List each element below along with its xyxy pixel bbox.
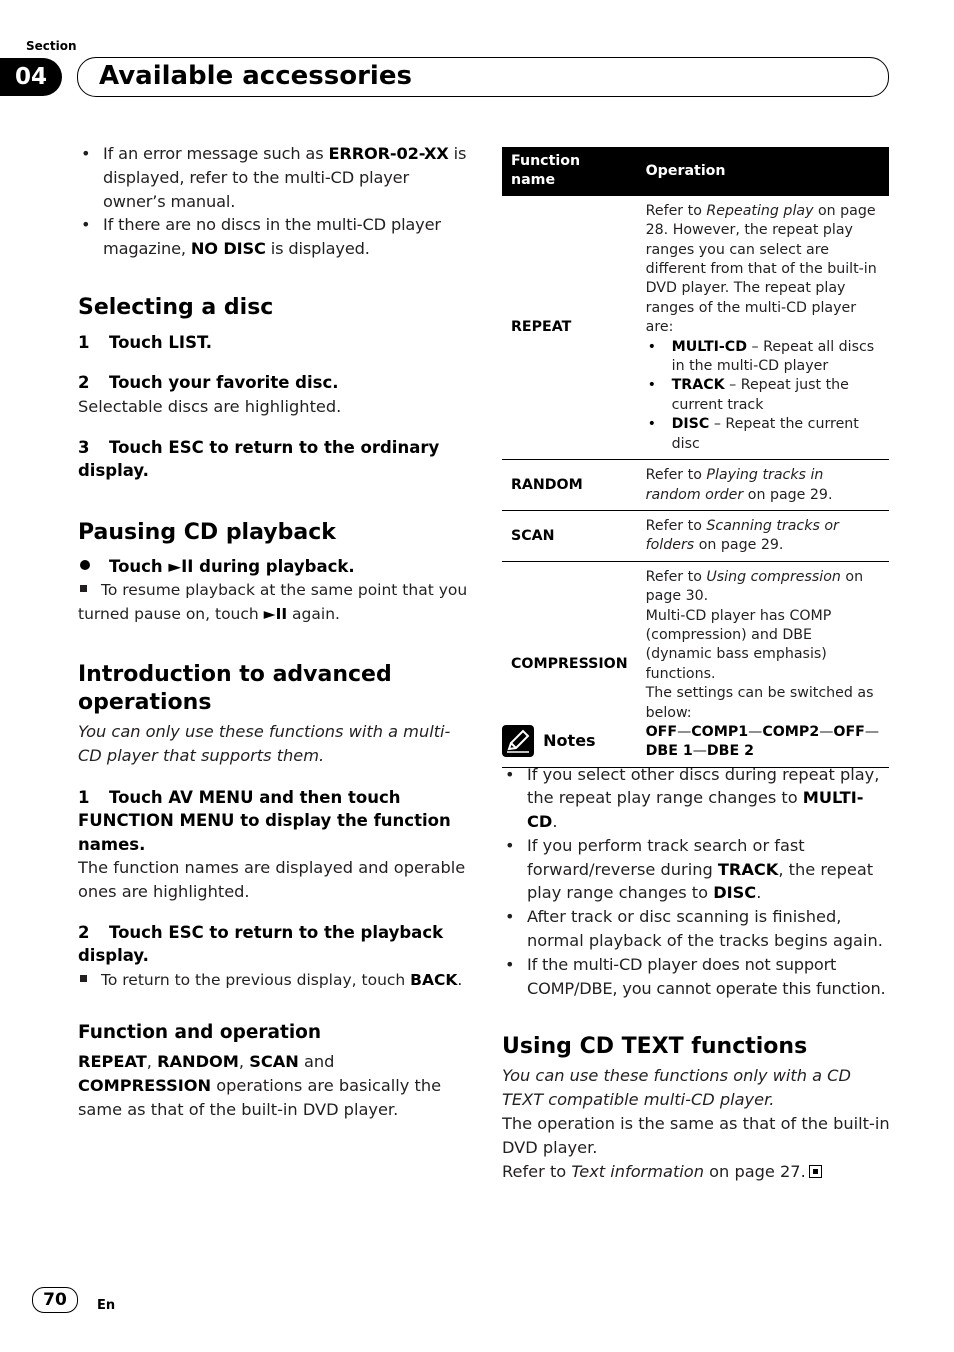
table-row	[502, 510, 889, 561]
selecting-step-3: 3 Touch ESC to return to the ordinary display.	[78, 437, 440, 481]
cd-text-lead: You can use these functions only with a CD TEXT compatible multi-CD player.	[502, 1066, 851, 1110]
selecting-step-1: 1 Touch LIST.	[78, 332, 212, 352]
error-bullet: • If an error message such as ERROR-02-XX is displayed, refer to the multi-CD player owner’s manual.	[78, 142, 468, 213]
operation-cell: Refer to Playing tracks in random order on page 29.	[637, 460, 889, 511]
section-number: 04	[0, 58, 62, 96]
advanced-lead: You can only use these functions with a multi-CD player that supports them.	[78, 722, 451, 766]
page-title: Available accessories	[99, 61, 412, 91]
function-name: REPEAT	[502, 196, 637, 460]
selecting-step-2: 2 Touch your favorite disc.	[78, 373, 339, 393]
cd-text-heading: Using CD TEXT functions	[502, 1034, 808, 1060]
end-mark-icon	[809, 1165, 822, 1178]
function-table	[502, 147, 889, 768]
left-column	[78, 142, 468, 1121]
table-header-function: Function name	[502, 147, 637, 196]
operation-cell: Refer to Using compression on page 30. Multi-CD player has COMP (compression) and DBE (dynamic bass emphasis) functions. The settings can be switched as below: OFF—COMP1—COMP2—OFF— DBE 1—DBE 2	[637, 561, 889, 767]
function-name: RANDOM	[502, 460, 637, 511]
pausing-step: Touch ►II during playback.	[78, 555, 468, 579]
table-row	[502, 460, 889, 511]
advanced-step-2: 2 Touch ESC to return to the playback display.	[78, 922, 444, 966]
function-name: COMPRESSION	[502, 561, 637, 767]
advanced-step-1-body: The function names are displayed and operable ones are highlighted.	[78, 858, 466, 902]
function-name: SCAN	[502, 510, 637, 561]
play-pause-icon: ►II	[168, 556, 194, 576]
advanced-step-1: 1 Touch AV MENU and then touch FUNCTION MENU to display the function names.	[78, 787, 451, 854]
table-row	[502, 196, 889, 460]
advanced-note: To return to the previous display, touch BACK.	[78, 968, 468, 992]
cd-text-body: The operation is the same as that of the built-in DVD player.	[502, 1114, 890, 1157]
note-item: • If you perform track search or fast forward/reverse during TRACK, the repeat play range changes to DISC.	[502, 834, 892, 905]
pausing-note: To resume playback at the same point that you turned pause on, touch ►II again.	[78, 581, 468, 624]
cd-text-refer: Refer to Text information on page 27.	[502, 1160, 892, 1184]
note-item: • After track or disc scanning is finished, normal playback of the tracks begins again.	[502, 905, 892, 953]
page-number: 70	[32, 1287, 78, 1313]
note-square-icon	[80, 585, 87, 592]
step-dot-icon	[80, 560, 90, 570]
note-square-icon	[80, 975, 87, 982]
selecting-step-2-body: Selectable discs are highlighted.	[78, 396, 342, 416]
table-header-operation: Operation	[637, 147, 889, 196]
note-item: • If you select other discs during repeat play, the repeat play range changes to MULTI-CD.	[502, 763, 892, 834]
pencil-note-icon	[502, 725, 534, 757]
function-operation-body: REPEAT, RANDOM, SCAN and COMPRESSION operations are basically the same as that of the built-in DVD player.	[78, 1051, 442, 1119]
operation-cell: Refer to Repeating play on page 28. However, the repeat play ranges you can select are different from that of the built-in DVD player. The repeat play ranges of the multi-CD player are: • MULTI-CD – Repeat all discs in the multi-CD player • TRACK – Repeat just the current track • DISC – Repeat the current disc	[637, 196, 889, 460]
notes-label: Notes	[543, 730, 596, 750]
section-label: Section	[26, 39, 77, 53]
selecting-disc-heading: Selecting a disc	[78, 294, 274, 320]
operation-cell: Refer to Scanning tracks or folders on page 29.	[637, 510, 889, 561]
notes-section	[502, 724, 892, 1183]
table-header-row	[502, 147, 889, 196]
play-pause-icon: ►II	[263, 605, 288, 624]
note-item: • If the multi-CD player does not support COMP/DBE, you cannot operate this function.	[502, 953, 892, 1001]
function-operation-heading: Function and operation	[78, 1021, 322, 1043]
advanced-heading: Introduction to advanced operations	[78, 662, 392, 716]
language-label: En	[97, 1298, 116, 1313]
no-disc-bullet: • If there are no discs in the multi-CD player magazine, NO DISC is displayed.	[78, 213, 468, 261]
pausing-heading: Pausing CD playback	[78, 519, 336, 545]
